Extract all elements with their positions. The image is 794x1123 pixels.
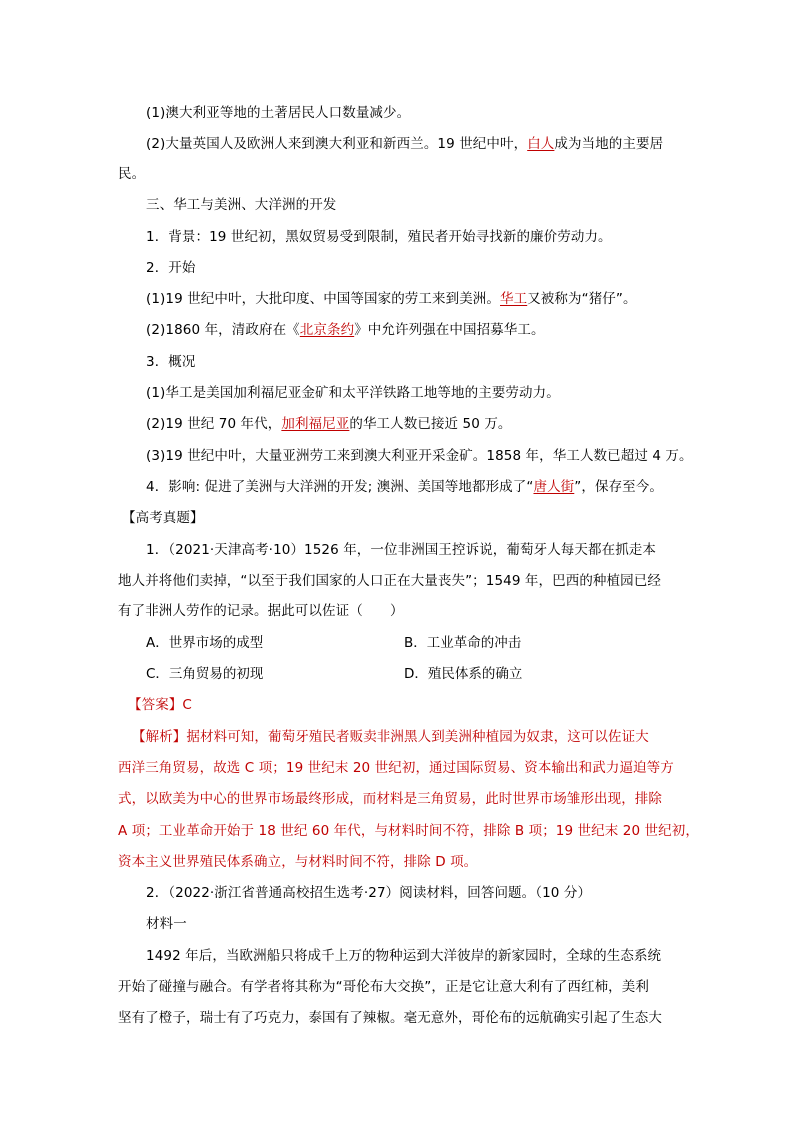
- q2-stem: 2．（2022·浙江省普通高校招生选考·27）阅读材料，回答问题。（10 分）: [146, 885, 592, 901]
- q2-material-line-3: 坚有了橙子，瑞士有了巧克力，泰国有了辣椒。毫无意外，哥伦布的远航确实引起了生态大: [118, 1010, 662, 1026]
- q1-option-b[interactable]: B．工业革命的冲击: [404, 635, 522, 651]
- q1-option-a[interactable]: A．世界市场的成型: [146, 635, 264, 651]
- background-line: 1．背景：19 世纪初，黑奴贸易受到限制，殖民者开始寻找新的廉价劳动力。: [146, 229, 612, 245]
- q1-answer: 【答案】C: [128, 697, 192, 713]
- q1-stem-line-1: 1．（2021·天津高考·10）1526 年，一位非洲国王控诉说，葡萄牙人每天都在抓走本: [146, 542, 657, 558]
- knowledge-line-1: (1)澳大利亚等地的土著居民人口数量减少。: [146, 105, 411, 121]
- q2-material-line-1: 1492 年后，当欧洲船只将成千上万的物种运到大洋彼岸的新家园时，全球的生态系统: [146, 948, 662, 964]
- keyword-treaty-of-peking: 北京条约: [299, 322, 355, 338]
- q1-analysis-line-5: 资本主义世界殖民体系确立，与材料时间不符，排除 D 项。: [118, 854, 478, 870]
- q1-analysis-line-4: A 项；工业革命开始于 18 世纪 60 年代，与材料时间不符，排除 B 项；19 世纪末 20 世纪初，: [118, 823, 699, 839]
- knowledge-line-2: (2)大量英国人及欧洲人来到澳大利亚和新西兰。19 世纪中叶，白人成为当地的主要居: [146, 136, 664, 152]
- q1-option-d[interactable]: D．殖民体系的确立: [404, 666, 523, 682]
- overview-title: 3．概况: [146, 354, 196, 370]
- q1-stem-line-2: 地人并将他们卖掉，“以至于我们国家的人口正在大量丧失”；1549 年，巴西的种植园已经: [118, 573, 661, 589]
- start-title: 2．开始: [146, 260, 196, 276]
- start-item-1: (1)19 世纪中叶，大批印度、中国等国家的劳工来到美洲。华工又被称为“猪仔”。: [146, 291, 637, 307]
- q1-analysis-line-2: 西洋三角贸易，故选 C 项；19 世纪末 20 世纪初，通过国际贸易、资本输出和武力逼迫等方: [118, 760, 674, 776]
- keyword-white-people: 白人: [527, 136, 555, 152]
- section-3-title: 三、华工与美洲、大洋洲的开发: [146, 197, 337, 213]
- q2-material-line-2: 开始了碰撞与融合。有学者将其称为“哥伦布大交换”，正是它让意大利有了西红柿，美利: [118, 979, 649, 995]
- q1-analysis-line-3: 式，以欧美为中心的世界市场最终形成，而材料是三角贸易，此时世界市场雏形出现，排除: [118, 791, 662, 807]
- analysis-label: 【解析】: [132, 729, 187, 745]
- keyword-chinatown: 唐人街: [533, 479, 575, 495]
- overview-item-1: (1)华工是美国加利福尼亚金矿和太平洋铁路工地等地的主要劳动力。: [146, 385, 560, 401]
- q1-option-c[interactable]: C．三角贸易的初现: [146, 666, 264, 682]
- knowledge-line-2-cont: 民。: [118, 166, 146, 182]
- overview-item-3: (3)19 世纪中叶，大量亚洲劳工来到澳大利亚开采金矿。1858 年，华工人数已超过 4 万。: [146, 448, 693, 464]
- keyword-chinese-laborers: 华工: [500, 291, 528, 307]
- q1-stem-line-3: 有了非洲人劳作的记录。据此可以佐证（ ）: [118, 603, 404, 619]
- impact-line: 4．影响: 促进了美洲与大洋洲的开发; 澳洲、美国等地都形成了“唐人街”，保存至今。: [146, 479, 663, 495]
- exam-header: 【高考真题】: [122, 510, 204, 526]
- q2-material-title: 材料一: [146, 916, 187, 932]
- start-item-2: (2)1860 年，清政府在《北京条约》中允许列强在中国招募华工。: [146, 322, 545, 338]
- q1-analysis-line-1: 【解析】据材料可知，葡萄牙殖民者贩卖非洲黑人到美洲种植园为奴隶，这可以佐证大: [132, 729, 649, 745]
- keyword-california: 加利福尼亚: [281, 416, 350, 432]
- overview-item-2: (2)19 世纪 70 年代，加利福尼亚的华工人数已接近 50 万。: [146, 416, 512, 432]
